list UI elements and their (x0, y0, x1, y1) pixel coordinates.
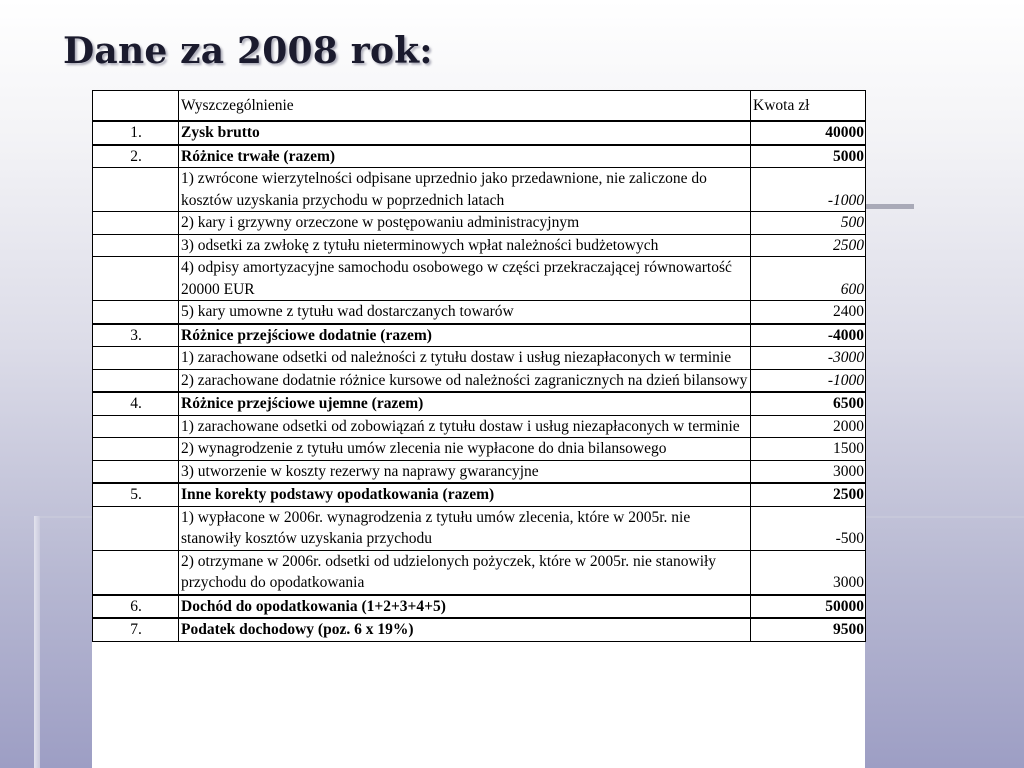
row-number (93, 550, 179, 595)
table-header-row (93, 91, 866, 122)
row-number (93, 369, 179, 392)
row-description: Dochód do opodatkowania (1+2+3+4+5) (179, 595, 751, 619)
row-amount: 9500 (751, 618, 866, 641)
decorative-bar-right (866, 204, 914, 209)
table-row (93, 257, 866, 301)
row-number (93, 168, 179, 212)
row-description: 3) utworzenie w koszty rezerwy na naprawy gwarancyjne (179, 460, 751, 483)
table-row (93, 234, 866, 257)
table-row (93, 595, 866, 619)
row-number (93, 506, 179, 550)
row-description: 1) zwrócone wierzytelności odpisane uprzednio jako przedawnione, nie zaliczone do kosztów uzyskania przychodu w poprzednich latach (179, 168, 751, 212)
row-amount: 2500 (751, 483, 866, 506)
row-number: 5. (93, 483, 179, 506)
table-row (93, 618, 866, 641)
table-row (93, 550, 866, 595)
row-description: Różnice trwałe (razem) (179, 145, 751, 168)
row-amount: 3000 (751, 460, 866, 483)
row-number (93, 234, 179, 257)
table-row (93, 168, 866, 212)
row-amount: 3000 (751, 550, 866, 595)
row-amount: 2500 (751, 234, 866, 257)
slide-title: Dane za 2008 rok: (63, 30, 433, 72)
table-row (93, 392, 866, 415)
row-amount: 5000 (751, 145, 866, 168)
row-description: Różnice przejściowe ujemne (razem) (179, 392, 751, 415)
row-number: 1. (93, 121, 179, 145)
row-amount: 2000 (751, 415, 866, 438)
row-number: 4. (93, 392, 179, 415)
table-row (93, 369, 866, 392)
row-amount: 50000 (751, 595, 866, 619)
table-row (93, 121, 866, 145)
row-number (93, 438, 179, 461)
row-description: 4) odpisy amortyzacyjne samochodu osobowego w części przekraczającej równowartość 20000 EUR (179, 257, 751, 301)
table-row (93, 460, 866, 483)
row-amount: 40000 (751, 121, 866, 145)
row-amount: 1500 (751, 438, 866, 461)
table-row (93, 301, 866, 324)
row-number (93, 212, 179, 235)
row-number: 6. (93, 595, 179, 619)
table-row (93, 324, 866, 347)
row-description: 2) kary i grzywny orzeczone w postępowaniu administracyjnym (179, 212, 751, 235)
row-number: 3. (93, 324, 179, 347)
row-number: 2. (93, 145, 179, 168)
row-description: 2) otrzymane w 2006r. odsetki od udzielonych pożyczek, które w 2005r. nie stanowiły przychodu do opodatkowania (179, 550, 751, 595)
header-num (93, 91, 179, 122)
tax-table-container (92, 90, 865, 768)
row-description: 2) zarachowane dodatnie różnice kursowe od należności zagranicznych na dzień bilansowy (179, 369, 751, 392)
table-row (93, 212, 866, 235)
row-amount: -4000 (751, 324, 866, 347)
decorative-bar-left (34, 516, 40, 768)
table-row (93, 483, 866, 506)
row-amount: -1000 (751, 369, 866, 392)
row-description: Inne korekty podstawy opodatkowania (razem) (179, 483, 751, 506)
row-number (93, 460, 179, 483)
row-amount: 500 (751, 212, 866, 235)
row-description: 5) kary umowne z tytułu wad dostarczanych towarów (179, 301, 751, 324)
table-row (93, 438, 866, 461)
row-amount: 600 (751, 257, 866, 301)
table-row (93, 506, 866, 550)
header-description: Wyszczególnienie (179, 91, 751, 122)
row-description: 3) odsetki za zwłokę z tytułu nieterminowych wpłat należności budżetowych (179, 234, 751, 257)
table-row (93, 415, 866, 438)
row-description: 1) wypłacone w 2006r. wynagrodzenia z tytułu umów zlecenia, które w 2005r. nie stanowiły kosztów uzyskania przychodu (179, 506, 751, 550)
row-number (93, 415, 179, 438)
table-row (93, 347, 866, 370)
tax-table (92, 90, 866, 642)
row-number (93, 257, 179, 301)
row-description: 2) wynagrodzenie z tytułu umów zlecenia nie wypłacone do dnia bilansowego (179, 438, 751, 461)
row-amount: -1000 (751, 168, 866, 212)
header-amount: Kwota zł (751, 91, 866, 122)
row-amount: 6500 (751, 392, 866, 415)
row-description: Podatek dochodowy (poz. 6 x 19%) (179, 618, 751, 641)
row-description: Różnice przejściowe dodatnie (razem) (179, 324, 751, 347)
row-description: 1) zarachowane odsetki od zobowiązań z tytułu dostaw i usług niezapłaconych w terminie (179, 415, 751, 438)
row-amount: 2400 (751, 301, 866, 324)
row-number (93, 301, 179, 324)
row-number: 7. (93, 618, 179, 641)
table-row (93, 145, 866, 168)
row-amount: -500 (751, 506, 866, 550)
row-amount: -3000 (751, 347, 866, 370)
row-number (93, 347, 179, 370)
row-description: 1) zarachowane odsetki od należności z tytułu dostaw i usług niezapłaconych w terminie (179, 347, 751, 370)
row-description: Zysk brutto (179, 121, 751, 145)
